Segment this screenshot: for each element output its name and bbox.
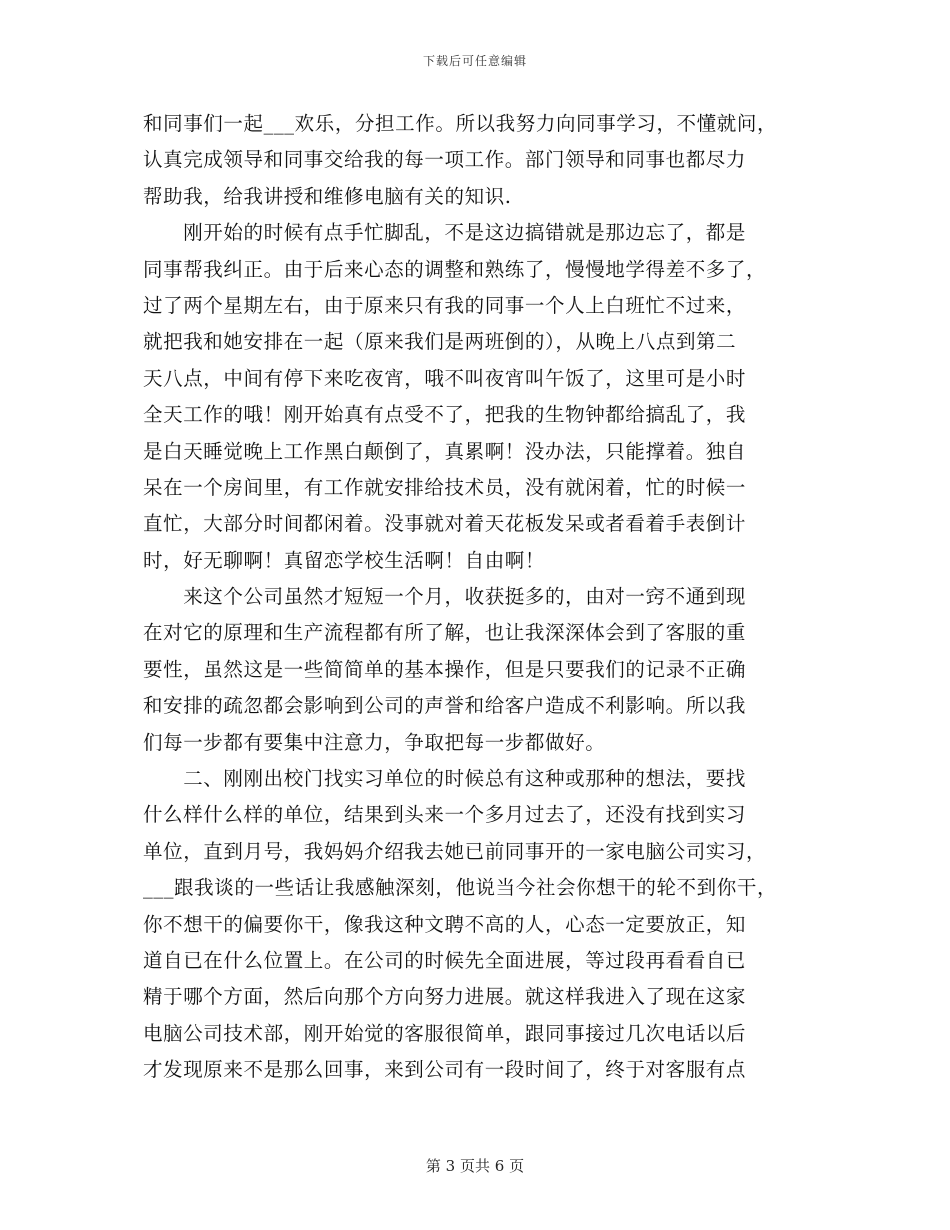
text-line: 们每一步都有要集中注意力，争取把每一步都做好。 (143, 730, 606, 754)
text-line: 呆在一个房间里，有工作就安排给技术员，没有就闲着，忙的时候一 (143, 475, 747, 499)
text-line: 精于哪个方面，然后向那个方向努力进展。就这样我进入了现在这家 (143, 985, 747, 1009)
text-line: 刚开始的时候有点手忙脚乱，不是这边搞错就是那边忘了，都是 (143, 221, 747, 245)
document-body (143, 106, 815, 1089)
text-line: 你不想干的偏要你干，像我这种文聘不高的人，心态一定要放正，知 (143, 912, 747, 936)
text-line: 是白天睡觉晚上工作黑白颠倒了，真累啊！没办法，只能撑着。独自 (143, 439, 747, 463)
text-line: 道自已在什么位置上。在公司的时候先全面进展，等过段再看看自已 (143, 948, 747, 972)
text-line: 要性，虽然这是一些简简单的基本操作，但是只要我们的记录不正确 (143, 657, 747, 681)
text-line: 全天工作的哦！刚开始真有点受不了，把我的生物钟都给搞乱了，我 (143, 403, 747, 427)
text-line: 什么样什么样的单位，结果到头来一个多月过去了，还没有找到实习 (143, 803, 747, 827)
text-line: 来这个公司虽然才短短一个月，收获挺多的，由对一窍不通到现 (143, 585, 747, 609)
text-line: 和安排的疏忽都会影响到公司的声誉和给客户造成不利影响。所以我 (143, 694, 747, 718)
text-line: 过了两个星期左右，由于原来只有我的同事一个人上白班忙不过来， (143, 293, 747, 317)
text-line: 和同事们一起___欢乐，分担工作。所以我努力向同事学习，不懂就问， (143, 112, 778, 135)
text-line: 二、刚刚出校门找实习单位的时候总有这种或那种的想法，要找 (143, 767, 747, 791)
text-line: 单位，直到月号，我妈妈介绍我去她已前同事开的一家电脑公司实习， (143, 839, 767, 863)
page-number: 第 3 页共 6 页 (425, 1157, 525, 1175)
text-line: 就把我和她安排在一起（原来我们是两班倒的），从晚上八点到第二 (143, 330, 737, 354)
text-line: 帮助我，给我讲授和维修电脑有关的知识. (143, 184, 512, 208)
text-line: 在对它的原理和生产流程都有所了解，也让我深深体会到了客服的重 (143, 621, 747, 645)
text-line: 直忙，大部分时间都闲着。没事就对着天花板发呆或者看着手表倒计 (143, 512, 747, 536)
text-line: 天八点，中间有停下来吃夜宵，哦不叫夜宵叫午饭了，这里可是小时 (143, 366, 747, 390)
text-line: 电脑公司技术部，刚开始觉的客服很简单，跟同事接过几次电话以后 (143, 1021, 747, 1045)
text-line: 时，好无聊啊！真留恋学校生活啊！自由啊！ (143, 548, 546, 572)
text-line: 同事帮我纠正。由于后来心态的调整和熟练了，慢慢地学得差不多了， (143, 257, 767, 281)
page-header: 下载后可任意编辑 (422, 54, 527, 68)
text-line: 认真完成领导和同事交给我的每一项工作。部门领导和同事也都尽力 (143, 148, 747, 172)
text-line: 才发现原来不是那么回事，来到公司有一段时间了，终于对客服有点 (143, 1058, 747, 1082)
text-line: ___跟我谈的一些话让我感触深刻，他说当今社会你想干的轮不到你干， (143, 876, 778, 900)
